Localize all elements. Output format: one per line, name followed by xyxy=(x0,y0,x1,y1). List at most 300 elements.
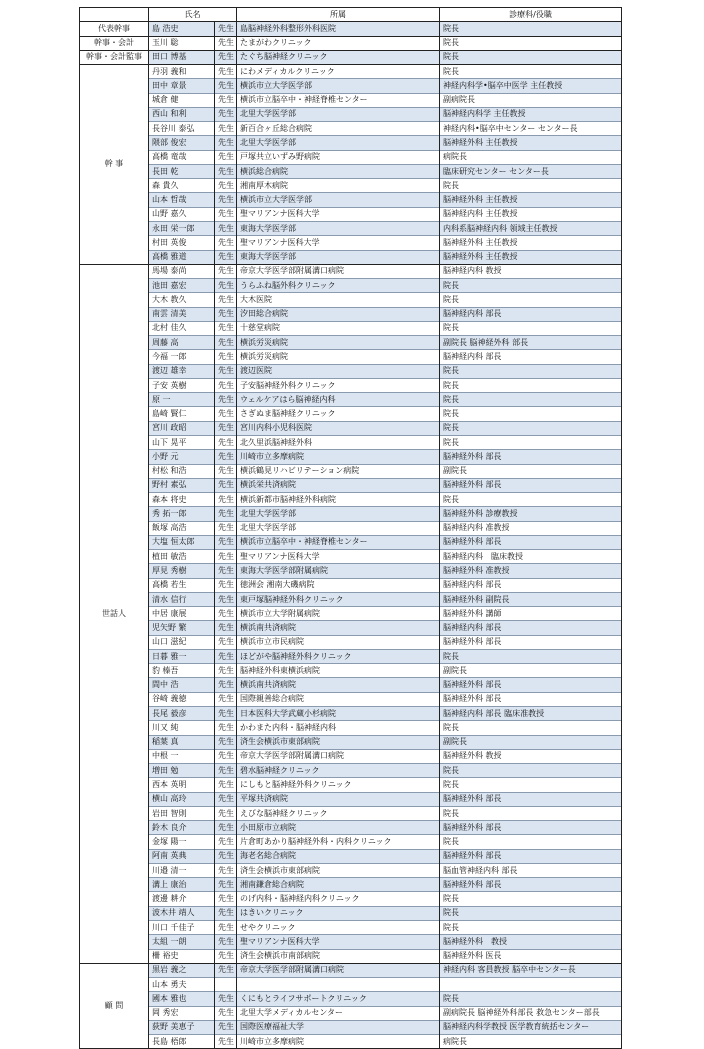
department-cell: 院長 xyxy=(440,435,622,449)
department-cell: 脳神経外科 部長 xyxy=(440,878,622,892)
name-cell: 村松 和浩 xyxy=(149,464,215,478)
table-row xyxy=(80,935,622,949)
department-cell: 院長 xyxy=(440,421,622,435)
honorific-cell: 先生 xyxy=(215,193,237,207)
name-cell: 山下 晃平 xyxy=(149,435,215,449)
table-row xyxy=(80,321,622,335)
table-row xyxy=(80,236,622,250)
affiliation-cell: 横浜鶴見リハビリテーション病院 xyxy=(237,464,440,478)
table-row xyxy=(80,464,622,478)
affiliation-cell: くにもとライフサポートクリニック xyxy=(237,992,440,1006)
department-cell: 内科系脳神経内科 領域主任教授 xyxy=(440,221,622,235)
honorific-cell: 先生 xyxy=(215,450,237,464)
table-row xyxy=(80,93,622,107)
table-row xyxy=(80,992,622,1006)
table-row xyxy=(80,364,622,378)
table-row xyxy=(80,450,622,464)
table-row xyxy=(80,621,622,635)
affiliation-cell: 新百合ヶ丘総合病院 xyxy=(237,122,440,136)
table-row xyxy=(80,1035,622,1049)
department-cell: 院長 xyxy=(440,393,622,407)
role-cell: 顧 問 xyxy=(80,963,149,1049)
affiliation-cell: 横浜栄共済病院 xyxy=(237,478,440,492)
honorific-cell: 先生 xyxy=(215,350,237,364)
name-cell: 長島 梧郎 xyxy=(149,1035,215,1049)
affiliation-cell: 北里大学医学部 xyxy=(237,136,440,150)
affiliation-cell: 北里大学メディカルセンター xyxy=(237,1006,440,1020)
department-cell: 院長 xyxy=(440,378,622,392)
department-cell: 脳神経内科 准教授 xyxy=(440,521,622,535)
table-row xyxy=(80,963,622,977)
affiliation-cell: たまがわクリニック xyxy=(237,36,440,50)
table-row xyxy=(80,878,622,892)
table-row xyxy=(80,136,622,150)
department-cell: 脳神経内科 部長 xyxy=(440,350,622,364)
department-cell: 病院長 xyxy=(440,150,622,164)
name-cell: 川口 千佳子 xyxy=(149,921,215,935)
department-cell: 院長 xyxy=(440,806,622,820)
name-cell: 島崎 賢仁 xyxy=(149,407,215,421)
name-cell: 波木井 靖人 xyxy=(149,906,215,920)
name-cell: 日暮 雅一 xyxy=(149,649,215,663)
name-cell: 川邉 清一 xyxy=(149,863,215,877)
department-cell: 副病院長 脳神経外科部長 救急センター部長 xyxy=(440,1006,622,1020)
department-cell: 脳神経外科 部長 xyxy=(440,792,622,806)
name-cell: 玉川 聡 xyxy=(149,36,215,50)
honorific-cell: 先生 xyxy=(215,578,237,592)
table-row xyxy=(80,250,622,264)
honorific-cell xyxy=(215,978,237,992)
affiliation-cell: 聖マリアンナ医科大学 xyxy=(237,935,440,949)
affiliation-cell: 横浜新都市脳神経外科病院 xyxy=(237,493,440,507)
honorific-cell: 先生 xyxy=(215,122,237,136)
affiliation-cell: 帝京大学医学部附属溝口病院 xyxy=(237,264,440,278)
honorific-cell: 先生 xyxy=(215,179,237,193)
name-cell: 高橋 若生 xyxy=(149,578,215,592)
department-cell: 脳神経外科 主任教授 xyxy=(440,136,622,150)
table-row xyxy=(80,863,622,877)
name-cell: 大塩 恒太郎 xyxy=(149,535,215,549)
header-name: 氏名 xyxy=(149,8,237,22)
honorific-cell: 先生 xyxy=(215,921,237,935)
honorific-cell: 先生 xyxy=(215,107,237,121)
table-row xyxy=(80,407,622,421)
affiliation-cell: 湘南厚木病院 xyxy=(237,179,440,193)
department-cell: 副院長 脳神経外科 部長 xyxy=(440,336,622,350)
table-row xyxy=(80,535,622,549)
honorific-cell: 先生 xyxy=(215,550,237,564)
affiliation-cell: うらふね脳外科クリニック xyxy=(237,279,440,293)
honorific-cell: 先生 xyxy=(215,279,237,293)
name-cell: 森 貴久 xyxy=(149,179,215,193)
name-cell: 横山 高玲 xyxy=(149,792,215,806)
name-cell: 大木 教久 xyxy=(149,293,215,307)
table-row xyxy=(80,835,622,849)
honorific-cell: 先生 xyxy=(215,749,237,763)
honorific-cell: 先生 xyxy=(215,849,237,863)
table-row xyxy=(80,493,622,507)
table-row xyxy=(80,921,622,935)
affiliation-cell: はきいクリニック xyxy=(237,906,440,920)
department-cell: 脳神経外科 診療教授 xyxy=(440,507,622,521)
honorific-cell: 先生 xyxy=(215,493,237,507)
affiliation-cell: 北久里浜脳神経外科 xyxy=(237,435,440,449)
table-row xyxy=(80,707,622,721)
honorific-cell: 先生 xyxy=(215,378,237,392)
name-cell: 森本 将史 xyxy=(149,493,215,507)
header-role xyxy=(80,8,149,22)
name-cell: 柵 裕史 xyxy=(149,949,215,963)
department-cell: 臨床研究センター センター長 xyxy=(440,164,622,178)
department-cell: 副病院長 xyxy=(440,93,622,107)
table-row xyxy=(80,279,622,293)
affiliation-cell: せやクリニック xyxy=(237,921,440,935)
name-cell: 小野 元 xyxy=(149,450,215,464)
department-cell: 脳神経内科 臨床教授 xyxy=(440,550,622,564)
name-cell: 渡辺 雄幸 xyxy=(149,364,215,378)
affiliation-cell: 宮川内科小児科医院 xyxy=(237,421,440,435)
table-row xyxy=(80,350,622,364)
department-cell: 院長 xyxy=(440,22,622,36)
header-department: 診療科/役職 xyxy=(440,8,622,22)
department-cell: 院長 xyxy=(440,293,622,307)
honorific-cell: 先生 xyxy=(215,236,237,250)
affiliation-cell: 日本医科大学武蔵小杉病院 xyxy=(237,707,440,721)
name-cell: 稲葉 真 xyxy=(149,735,215,749)
name-cell: 隈部 俊宏 xyxy=(149,136,215,150)
honorific-cell: 先生 xyxy=(215,307,237,321)
department-cell: 院長 xyxy=(440,50,622,64)
department-cell: 神経内科•脳卒中センター センター長 xyxy=(440,122,622,136)
name-cell: 川又 純 xyxy=(149,721,215,735)
affiliation-cell: 汐田総合病院 xyxy=(237,307,440,321)
honorific-cell: 先生 xyxy=(215,935,237,949)
affiliation-cell: ウェルケアはら脳神経内科 xyxy=(237,393,440,407)
affiliation-cell: 小田原市立病院 xyxy=(237,821,440,835)
affiliation-cell: 東海大学医学部 xyxy=(237,250,440,264)
honorific-cell: 先生 xyxy=(215,50,237,64)
affiliation-cell: えびな脳神経クリニック xyxy=(237,806,440,820)
name-cell: 飯塚 高浩 xyxy=(149,521,215,535)
table-row xyxy=(80,179,622,193)
table-row xyxy=(80,65,622,79)
honorific-cell: 先生 xyxy=(215,863,237,877)
department-cell: 院長 xyxy=(440,778,622,792)
name-cell: 植田 敏浩 xyxy=(149,550,215,564)
honorific-cell: 先生 xyxy=(215,36,237,50)
honorific-cell: 先生 xyxy=(215,564,237,578)
honorific-cell: 先生 xyxy=(215,164,237,178)
honorific-cell: 先生 xyxy=(215,221,237,235)
table-row xyxy=(80,892,622,906)
table-row xyxy=(80,378,622,392)
affiliation-cell: 横浜市立大学医学部 xyxy=(237,193,440,207)
table-row xyxy=(80,806,622,820)
affiliation-cell: 渡辺医院 xyxy=(237,364,440,378)
affiliation-cell: 平塚共済病院 xyxy=(237,792,440,806)
department-cell: 院長 xyxy=(440,179,622,193)
department-cell: 脳神経外科 副院長 xyxy=(440,592,622,606)
affiliation-cell: 国際医療福祉大学 xyxy=(237,1020,440,1034)
table-row xyxy=(80,393,622,407)
department-cell: 副院長 xyxy=(440,464,622,478)
name-cell: 原 一 xyxy=(149,393,215,407)
name-cell: 池田 嘉宏 xyxy=(149,279,215,293)
affiliation-cell: 徳洲会 湘南大磯病院 xyxy=(237,578,440,592)
table-row xyxy=(80,79,622,93)
table-row xyxy=(80,478,622,492)
name-cell: 丹羽 義和 xyxy=(149,65,215,79)
department-cell: 脳神経外科 部長 xyxy=(440,635,622,649)
table-row xyxy=(80,293,622,307)
name-cell: 金塚 陽一 xyxy=(149,835,215,849)
affiliation-cell: 横浜市立大学医学部 xyxy=(237,79,440,93)
name-cell: 厚見 秀樹 xyxy=(149,564,215,578)
name-cell: 馬場 泰尚 xyxy=(149,264,215,278)
table-row xyxy=(80,164,622,178)
honorific-cell: 先生 xyxy=(215,1006,237,1020)
affiliation-cell: 聖マリアンナ医科大学 xyxy=(237,236,440,250)
honorific-cell: 先生 xyxy=(215,478,237,492)
affiliation-cell: 横浜市立大学附属病院 xyxy=(237,607,440,621)
department-cell: 脳神経内科学教授 医学教育統括センター xyxy=(440,1020,622,1034)
honorific-cell: 先生 xyxy=(215,692,237,706)
affiliation-cell: にしもと脳神経外科クリニック xyxy=(237,778,440,792)
affiliation-cell: 脳神経外科東横浜病院 xyxy=(237,664,440,678)
name-cell: 阿南 英典 xyxy=(149,849,215,863)
roster-table xyxy=(79,7,622,1049)
department-cell: 院長 xyxy=(440,364,622,378)
name-cell: 中根 一 xyxy=(149,749,215,763)
affiliation-cell: 横浜市立市民病院 xyxy=(237,635,440,649)
affiliation-cell: 島脳神経外科整形外科医院 xyxy=(237,22,440,36)
department-cell: 脳神経外科 部長 xyxy=(440,450,622,464)
department-cell: 院長 xyxy=(440,764,622,778)
affiliation-cell: かわまた内科・脳神経内科 xyxy=(237,721,440,735)
roster-body xyxy=(80,22,622,1049)
honorific-cell: 先生 xyxy=(215,992,237,1006)
department-cell: 脳神経内科 部長 xyxy=(440,307,622,321)
honorific-cell: 先生 xyxy=(215,1035,237,1049)
honorific-cell: 先生 xyxy=(215,906,237,920)
affiliation-cell: 大木医院 xyxy=(237,293,440,307)
table-row xyxy=(80,906,622,920)
role-cell: 幹事・会計監事 xyxy=(80,50,149,64)
name-cell: 渡邊 耕介 xyxy=(149,892,215,906)
affiliation-cell: 十慈堂病院 xyxy=(237,321,440,335)
table-row xyxy=(80,735,622,749)
table-row xyxy=(80,435,622,449)
affiliation-cell: 北里大学医学部 xyxy=(237,507,440,521)
department-cell: 脳神経外科 主任教授 xyxy=(440,193,622,207)
affiliation-cell: 横浜南共済病院 xyxy=(237,678,440,692)
honorific-cell: 先生 xyxy=(215,364,237,378)
name-cell: 秀 拓一郎 xyxy=(149,507,215,521)
department-cell: 脳血管神経内科 部長 xyxy=(440,863,622,877)
table-row xyxy=(80,336,622,350)
affiliation-cell: 横浜市立脳卒中・神経脊椎センター xyxy=(237,535,440,549)
name-cell: 長田 乾 xyxy=(149,164,215,178)
honorific-cell: 先生 xyxy=(215,607,237,621)
name-cell: 國本 雅也 xyxy=(149,992,215,1006)
honorific-cell: 先生 xyxy=(215,507,237,521)
honorific-cell: 先生 xyxy=(215,592,237,606)
department-cell: 副院長 xyxy=(440,735,622,749)
name-cell: 野村 素弘 xyxy=(149,478,215,492)
honorific-cell: 先生 xyxy=(215,963,237,977)
name-cell: 山本 勇夫 xyxy=(149,978,215,992)
affiliation-cell: 横浜労災病院 xyxy=(237,350,440,364)
honorific-cell: 先生 xyxy=(215,707,237,721)
department-cell: 脳神経外科 部長 xyxy=(440,692,622,706)
honorific-cell: 先生 xyxy=(215,293,237,307)
honorific-cell: 先生 xyxy=(215,821,237,835)
affiliation-cell: 碧水脳神経クリニック xyxy=(237,764,440,778)
affiliation-cell: 国際親善総合病院 xyxy=(237,692,440,706)
department-cell: 副院長 xyxy=(440,664,622,678)
name-cell: 児矢野 繁 xyxy=(149,621,215,635)
name-cell: 南雲 清美 xyxy=(149,307,215,321)
department-cell: 脳神経内科 部長 臨床准教授 xyxy=(440,707,622,721)
honorific-cell: 先生 xyxy=(215,136,237,150)
department-cell xyxy=(440,978,622,992)
department-cell: 院長 xyxy=(440,892,622,906)
affiliation-cell: たぐち脳神経クリニック xyxy=(237,50,440,64)
affiliation-cell: 帝京大学医学部附属溝口病院 xyxy=(237,963,440,977)
department-cell: 脳神経外科 医長 xyxy=(440,949,622,963)
table-row xyxy=(80,221,622,235)
department-cell: 神経内科学•脳卒中医学 主任教授 xyxy=(440,79,622,93)
name-cell: 城倉 健 xyxy=(149,93,215,107)
role-cell: 幹事・会計 xyxy=(80,36,149,50)
department-cell: 院長 xyxy=(440,906,622,920)
name-cell: 増田 勉 xyxy=(149,764,215,778)
table-row xyxy=(80,849,622,863)
table-row xyxy=(80,692,622,706)
honorific-cell: 先生 xyxy=(215,949,237,963)
affiliation-cell: 東戸塚脳神経外科クリニック xyxy=(237,592,440,606)
honorific-cell: 先生 xyxy=(215,521,237,535)
department-cell: 院長 xyxy=(440,279,622,293)
affiliation-cell: 海老名総合病院 xyxy=(237,849,440,863)
honorific-cell: 先生 xyxy=(215,407,237,421)
affiliation-cell: 川崎市立多摩病院 xyxy=(237,450,440,464)
honorific-cell: 先生 xyxy=(215,535,237,549)
department-cell: 脳神経外科 講師 xyxy=(440,607,622,621)
affiliation-cell: 戸塚共立いずみ野病院 xyxy=(237,150,440,164)
role-cell: 幹 事 xyxy=(80,65,149,265)
honorific-cell: 先生 xyxy=(215,764,237,778)
honorific-cell: 先生 xyxy=(215,93,237,107)
table-row xyxy=(80,978,622,992)
honorific-cell: 先生 xyxy=(215,336,237,350)
table-row xyxy=(80,264,622,278)
table-row xyxy=(80,207,622,221)
table-row xyxy=(80,764,622,778)
name-cell: 山野 嘉久 xyxy=(149,207,215,221)
affiliation-cell: 聖マリアンナ医科大学 xyxy=(237,550,440,564)
name-cell: 鈴木 良介 xyxy=(149,821,215,835)
department-cell: 脳神経外科 主任教授 xyxy=(440,236,622,250)
honorific-cell: 先生 xyxy=(215,250,237,264)
name-cell: 谷崎 義徳 xyxy=(149,692,215,706)
honorific-cell: 先生 xyxy=(215,393,237,407)
role-cell: 世話人 xyxy=(80,264,149,963)
name-cell: 溝上 康治 xyxy=(149,878,215,892)
header-affiliation: 所属 xyxy=(237,8,440,22)
table-row xyxy=(80,578,622,592)
name-cell: 西本 英明 xyxy=(149,778,215,792)
affiliation-cell: 済生会横浜市東部病院 xyxy=(237,863,440,877)
affiliation-cell: のげ内科・脳神経内科クリニック xyxy=(237,892,440,906)
name-cell: 岡 秀宏 xyxy=(149,1006,215,1020)
affiliation-cell: 横浜市立脳卒中・神経脊椎センター xyxy=(237,93,440,107)
honorific-cell: 先生 xyxy=(215,878,237,892)
table-row xyxy=(80,193,622,207)
department-cell: 院長 xyxy=(440,493,622,507)
table-row xyxy=(80,778,622,792)
name-cell: 長尾 毅彦 xyxy=(149,707,215,721)
table-row xyxy=(80,22,622,36)
name-cell: 太組 一朗 xyxy=(149,935,215,949)
honorific-cell: 先生 xyxy=(215,1020,237,1034)
table-row xyxy=(80,36,622,50)
table-row xyxy=(80,550,622,564)
honorific-cell: 先生 xyxy=(215,892,237,906)
honorific-cell: 先生 xyxy=(215,835,237,849)
honorific-cell: 先生 xyxy=(215,806,237,820)
table-row xyxy=(80,721,622,735)
honorific-cell: 先生 xyxy=(215,321,237,335)
table-row xyxy=(80,1006,622,1020)
department-cell: 脳神経内科 部長 xyxy=(440,621,622,635)
honorific-cell: 先生 xyxy=(215,65,237,79)
name-cell: 長谷川 泰弘 xyxy=(149,122,215,136)
honorific-cell: 先生 xyxy=(215,664,237,678)
table-row xyxy=(80,792,622,806)
name-cell: 山本 哲哉 xyxy=(149,193,215,207)
department-cell: 院長 xyxy=(440,921,622,935)
table-row xyxy=(80,107,622,121)
name-cell: 豹 榛吾 xyxy=(149,664,215,678)
table-row xyxy=(80,607,622,621)
affiliation-cell: 湘南鎌倉総合病院 xyxy=(237,878,440,892)
header-row xyxy=(80,8,622,22)
name-cell: 西山 和利 xyxy=(149,107,215,121)
name-cell: 岩田 智則 xyxy=(149,806,215,820)
affiliation-cell: さぎぬま脳神経クリニック xyxy=(237,407,440,421)
affiliation-cell: 川崎市立多摩病院 xyxy=(237,1035,440,1049)
name-cell: 中居 康展 xyxy=(149,607,215,621)
table-row xyxy=(80,949,622,963)
table-row xyxy=(80,821,622,835)
name-cell: 荻野 美恵子 xyxy=(149,1020,215,1034)
affiliation-cell: 東海大学医学部 xyxy=(237,221,440,235)
name-cell: 北村 佳久 xyxy=(149,321,215,335)
table-row xyxy=(80,649,622,663)
name-cell: 田中 章景 xyxy=(149,79,215,93)
department-cell: 院長 xyxy=(440,321,622,335)
name-cell: 島 浩史 xyxy=(149,22,215,36)
table-row xyxy=(80,50,622,64)
table-row xyxy=(80,307,622,321)
table-row xyxy=(80,592,622,606)
table-row xyxy=(80,421,622,435)
department-cell: 院長 xyxy=(440,65,622,79)
honorific-cell: 先生 xyxy=(215,649,237,663)
department-cell: 脳神経外科 部長 xyxy=(440,821,622,835)
affiliation-cell: 済生会横浜市南部病院 xyxy=(237,949,440,963)
